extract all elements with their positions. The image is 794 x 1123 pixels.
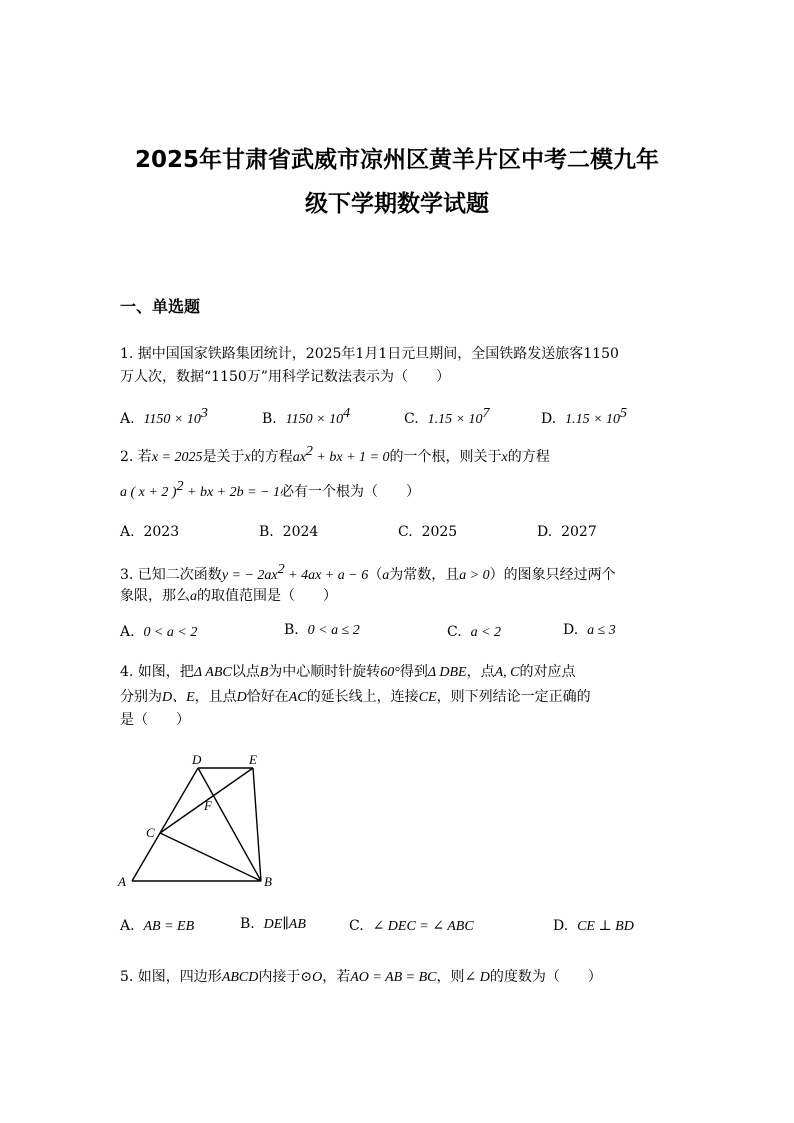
- q1-option-a[interactable]: A. $1150 \times 10^3$: [120, 406, 208, 427]
- q4-option-d[interactable]: D. CE ⊥ BD: [553, 918, 634, 934]
- section-heading: 一、单选题: [120, 297, 201, 316]
- q1-option-d[interactable]: D. $1.15 \times 10^5$: [541, 406, 628, 427]
- q2-option-a[interactable]: A. 2023: [120, 524, 180, 540]
- q4-line3: 是（ ）: [120, 712, 190, 728]
- q5-line1: 5. 如图，四边形ABCD内接于⊙O，若AO = AB = BC，则∠ D的度数为（ ）: [120, 969, 602, 985]
- q3-option-a[interactable]: A. 0 < a < 2: [120, 624, 198, 640]
- q2-option-d[interactable]: D. 2027: [537, 524, 597, 540]
- q3-option-c[interactable]: C. a < 2: [447, 624, 502, 640]
- label-c: C: [146, 825, 155, 840]
- q1-line2: 万人次，数据“1150万”用科学记数法表示为（ ）: [120, 369, 450, 385]
- q3-option-b[interactable]: B. 0 < a ≤ 2: [284, 622, 360, 638]
- label-e: E: [249, 752, 257, 767]
- label-a: A: [118, 874, 126, 889]
- q4-line2: 分别为D、E，且点D恰好在AC的延长线上，连接CE，则下列结论一定正确的: [120, 689, 591, 705]
- q4-option-b[interactable]: B. DE∥AB: [240, 916, 306, 932]
- q4-line1: 4. 如图，把Δ ABC以点B为中心顺时针旋转60°得到Δ DBE，点A, C的对应点: [120, 664, 576, 680]
- q1-option-c[interactable]: C. $1.15 \times 10^7$: [404, 406, 490, 427]
- q1-option-b[interactable]: B. $1150 \times 10^4$: [262, 406, 351, 427]
- q4-geometry-figure: [110, 748, 285, 893]
- q2-line2: a ( x + 2 )$^2$ + bx + 2b = − 1必有一个根为（ ）: [120, 479, 421, 500]
- label-f: F: [204, 798, 212, 813]
- segment-eb: [253, 768, 261, 881]
- page-title-line1: 2025年甘肃省武威市凉州区黄羊片区中考二模九年: [134, 147, 659, 173]
- q3-line2: 象限，那么a的取值范围是（ ）: [120, 588, 337, 604]
- q3-option-d[interactable]: D. a ≤ 3: [563, 622, 616, 638]
- label-b: B: [264, 874, 272, 889]
- q4-option-c[interactable]: C. ∠ DEC = ∠ ABC: [349, 918, 474, 934]
- page-title-line2: 级下学期数学试题: [305, 191, 489, 217]
- q2-line1: 2. 若x = 2025是关于x的方程$ax^2$ + bx + 1 = 0的一个根，则关于x的方程: [120, 444, 550, 465]
- segment-cb: [160, 833, 261, 881]
- q2-option-b[interactable]: B. 2024: [259, 524, 319, 540]
- segment-ad: [132, 768, 198, 881]
- q1-line1: 1. 据中国国家铁路集团统计，2025年1月1日元旦期间，全国铁路发送旅客1150: [120, 346, 619, 362]
- q4-option-a[interactable]: A. AB = EB: [120, 918, 195, 934]
- label-d: D: [192, 752, 202, 767]
- q2-option-c[interactable]: C. 2025: [398, 524, 458, 540]
- q3-line1: 3. 已知二次函数y = − $2ax^2 + 4ax + a - 6(a$为常数，且a > 0）的图象只经过两个: [120, 562, 616, 583]
